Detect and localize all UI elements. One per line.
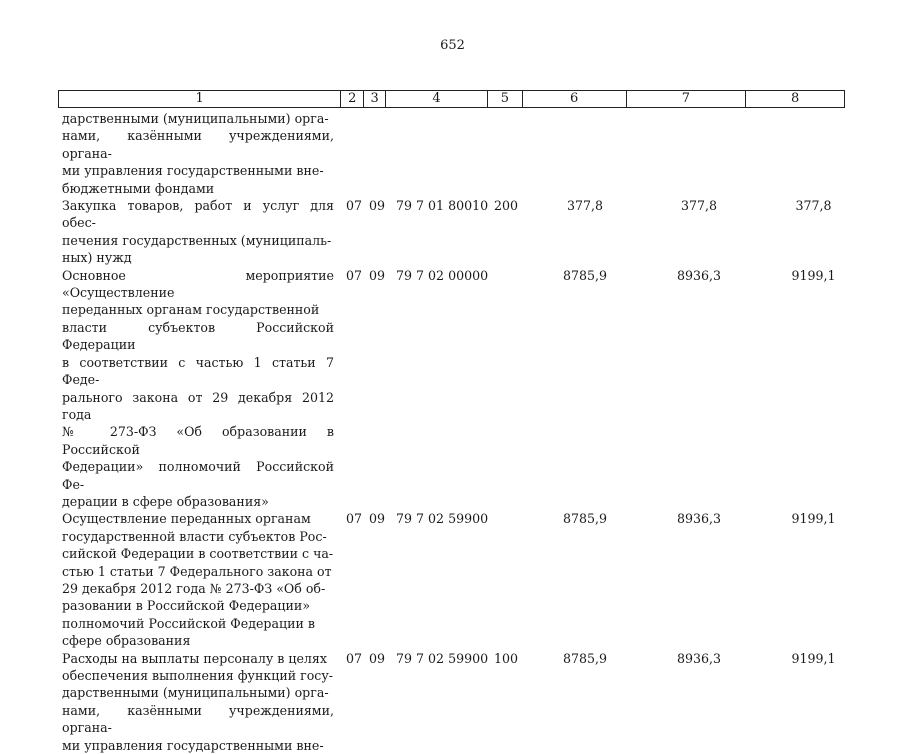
table-row [62, 267, 845, 511]
column-header-8: 8 [790, 91, 800, 106]
description-line: Основное мероприятие «Осуществление [62, 267, 334, 301]
row-description [62, 267, 334, 511]
table-row [62, 110, 845, 197]
description-line: власти субъектов Российской Федерации [62, 319, 334, 353]
description-line: дарственными (муниципальными) орга- [62, 685, 329, 701]
amount-col-6: 8785,9 [562, 267, 608, 283]
table-row [62, 650, 845, 754]
expense-type-code: 100 [494, 650, 519, 666]
description-line: полномочий Российской Федерации в [62, 615, 315, 631]
description-line: дерации в сфере образования» [62, 493, 269, 509]
amount-col-8: 377,8 [795, 198, 832, 214]
description-line: разовании в Российской Федерации» [62, 598, 311, 614]
row-description [62, 650, 334, 754]
section-code: 07 [346, 198, 363, 214]
table-row [62, 510, 845, 649]
subsection-code: 09 [369, 511, 386, 527]
row-description [62, 110, 334, 197]
expense-type-code: 200 [494, 198, 519, 214]
description-line: № 273-ФЗ «Об образовании в Российской [62, 424, 334, 457]
description-line: переданных органам государственной [62, 302, 320, 318]
section-code: 07 [346, 511, 363, 527]
description-line: государственной власти субъектов Рос- [62, 528, 327, 544]
description-line: ми управления государственными вне- [62, 737, 324, 753]
amount-col-7: 8936,3 [676, 650, 722, 666]
amount-col-8: 9199,1 [791, 650, 836, 666]
description-line: 29 декабря 2012 года № 273-ФЗ «Об об- [62, 580, 326, 596]
target-item-code: 79 7 02 00000 [396, 267, 489, 283]
amount-col-6: 8785,9 [562, 511, 608, 527]
column-header-3: 3 [364, 91, 386, 107]
subsection-code: 09 [369, 198, 386, 214]
amount-col-7: 8936,3 [676, 267, 722, 283]
column-header-2: 2 [341, 91, 364, 107]
column-header-4: 4 [386, 91, 488, 107]
description-line: сфере образования [62, 633, 191, 649]
amount-col-6: 8785,9 [562, 650, 608, 666]
description-line: Осуществление переданных органам [62, 511, 311, 527]
description-line: Закупка товаров, работ и услуг для обес- [62, 198, 334, 231]
description-line: ми управления государственными вне- [62, 163, 324, 179]
table-row [62, 197, 845, 267]
description-line: ных) нужд [62, 250, 132, 266]
description-line: в соответствии с частью 1 статьи 7 Феде- [62, 354, 334, 388]
subsection-code: 09 [369, 267, 386, 283]
amount-col-6: 377,8 [566, 198, 604, 214]
description-line: нами, казёнными учреждениями, органа- [62, 702, 334, 736]
amount-col-7: 377,8 [680, 198, 718, 214]
row-description [62, 197, 334, 267]
description-line: нами, казёнными учреждениями, органа- [62, 128, 334, 161]
amount-col-8: 9199,1 [791, 267, 836, 283]
description-line: обеспечения выполнения функций госу- [62, 668, 334, 683]
description-line: Федерации» полномочий Российской Фе- [62, 459, 334, 492]
amount-col-7: 8936,3 [676, 511, 722, 527]
description-line: печения государственных (муниципаль- [62, 232, 332, 248]
description-line: рального закона от 29 декабря 2012 года [62, 389, 334, 422]
subsection-code: 09 [369, 650, 386, 666]
table-header [58, 90, 845, 108]
page-number: 652 [440, 38, 465, 53]
target-item-code: 79 7 01 80010 [396, 198, 489, 214]
section-code: 07 [346, 267, 363, 283]
amount-col-8: 9199,1 [791, 511, 836, 527]
row-description [62, 510, 334, 649]
description-line: дарственными (муниципальными) орга- [62, 111, 329, 126]
description-line: стью 1 статьи 7 Федерального закона от [62, 563, 332, 579]
column-header-7: 7 [627, 91, 747, 107]
column-header-1: 1 [59, 91, 341, 107]
budget-table-body [62, 110, 845, 754]
section-code: 07 [346, 650, 363, 666]
column-header-5: 5 [488, 91, 523, 107]
column-header-6: 6 [523, 91, 627, 107]
description-line: Расходы на выплаты персоналу в целях [62, 650, 327, 666]
description-line: сийской Федерации в соответствии с ча- [62, 546, 334, 562]
target-item-code: 79 7 02 59900 [396, 650, 489, 666]
target-item-code: 79 7 02 59900 [396, 511, 489, 527]
description-line: бюджетными фондами [62, 180, 215, 196]
